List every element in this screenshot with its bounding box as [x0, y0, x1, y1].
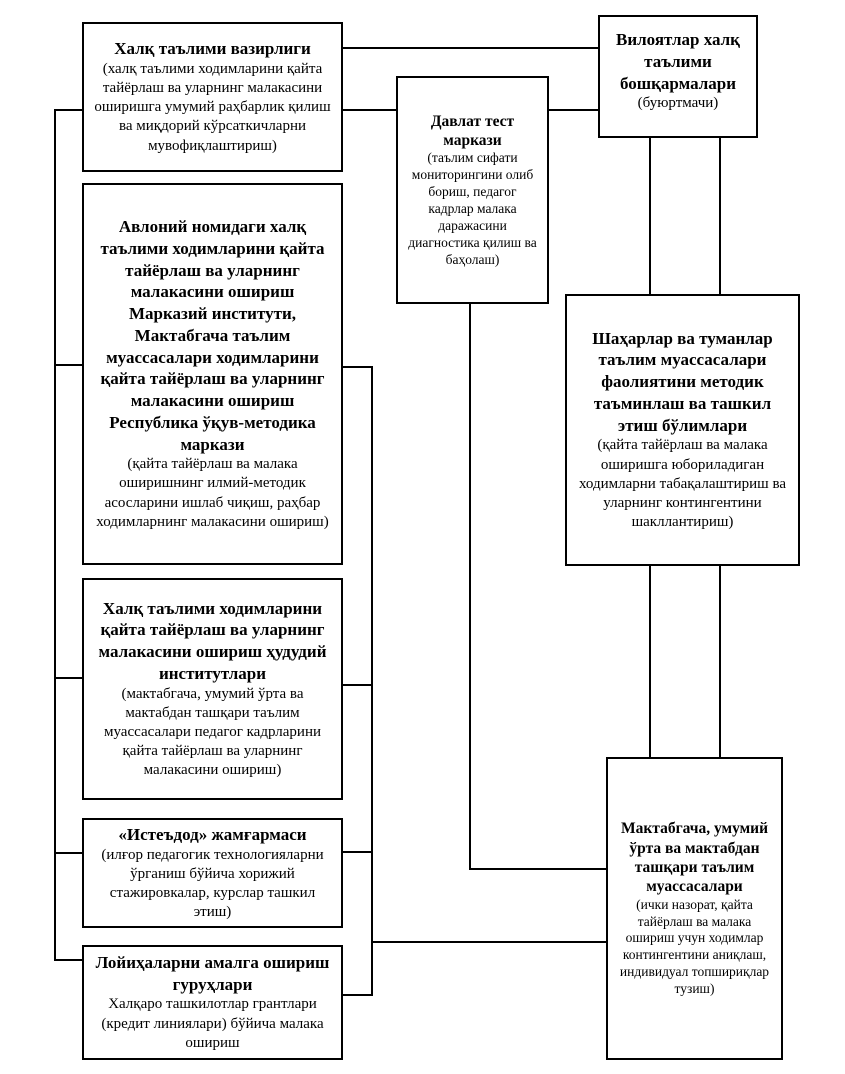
- box-avloniy-institute: [82, 183, 343, 565]
- box-city-district-units-title: Шаҳарлар ва туманлар таълим муассасалари фаолиятини методик таъминлаш ва ташкил этиш бўлимлари: [592, 328, 773, 435]
- box-project-groups-title: Лойиҳаларни амалга ошириш гуруҳлари: [95, 952, 330, 994]
- box-ministry-title: Халқ таълими вазирлиги: [114, 39, 311, 59]
- connector-innerrail-to-institutions: [371, 941, 608, 943]
- connector-stub-projects-left: [54, 959, 84, 961]
- connector-stub-avloniy-left: [54, 364, 84, 366]
- box-project-groups: [82, 945, 343, 1060]
- connector-units-institutions-1: [649, 566, 651, 759]
- connector-viloyatlar-units-1: [649, 138, 651, 296]
- box-state-test-center-title: Давлат тест маркази: [430, 112, 515, 149]
- box-state-test-center-sub: (таълим сифати мониторингини олиб бориш, педагог кадрлар малака даражасини диагностика қилиш ва баҳолаш): [408, 150, 537, 267]
- box-state-test-center: [396, 76, 549, 304]
- box-city-district-units: [565, 294, 800, 566]
- connector-stub-projects-right: [343, 994, 373, 996]
- connector-stub-regional-right: [343, 684, 373, 686]
- connector-stub-istedod-right: [343, 851, 373, 853]
- box-regional-departments: [598, 15, 758, 138]
- box-project-groups-sub: Халқаро ташкилотлар грантлари (кредит линиялари) бўйича малака ошириш: [101, 996, 324, 1051]
- box-istedod-foundation-title: «Истеъдод» жамғармаси: [118, 824, 307, 844]
- box-ministry-sub: (халқ таълими ходимларини қайта тайёрлаш ва уларнинг малакасини оширишга умумий раҳбарлик қилиш ва миқдорий кўрсаткичларни мувофиқлаштириш): [94, 60, 331, 154]
- box-regional-departments-title: Вилоятлар халқ таълими бошқармалари: [616, 30, 740, 93]
- connector-testcenter-vertical: [469, 304, 471, 870]
- connector-left-rail: [54, 109, 56, 961]
- connector-units-institutions-2: [719, 566, 721, 759]
- connector-stub-regional-left: [54, 677, 84, 679]
- connector-stub-istedod-left: [54, 852, 84, 854]
- box-istedod-foundation-sub: (илғор педагогик технологияларни ўрганиш бўйича хорижий стажировкалар, курслар ташкил этиш): [101, 846, 324, 921]
- connector-ministry-to-viloyatlar: [343, 47, 598, 49]
- connector-stub-ministry-left: [54, 109, 84, 111]
- box-regional-institutes-sub: (мактабгача, умумий ўрта ва мактабдан ташқари таълим муассасалари педагог кадрларини қайта тайёрлаш ва уларнинг малакасини ошириш): [104, 685, 321, 779]
- box-education-institutions: [606, 757, 783, 1060]
- box-city-district-units-sub: (қайта тайёрлаш ва малака оширишга юбориладиган ходимларни табақалаштириш ва уларнинг контингентини шакллантириш): [578, 437, 786, 531]
- box-education-institutions-title: Мактабгача, умумий ўрта ва мактабдан ташқари таълим муассасалари: [620, 820, 769, 896]
- box-istedod-foundation: [82, 818, 343, 928]
- box-ministry: [82, 22, 343, 172]
- connector-inner-rail: [371, 366, 373, 996]
- connector-testcenter-to-viloyatlar: [549, 109, 598, 111]
- box-avloniy-institute-sub: (қайта тайёрлаш ва малака оширишнинг илмий-методик асосларини ишлаб чиқиш, раҳбар ходимларнинг малакасини ошириш): [96, 456, 329, 530]
- connector-ministry-to-testcenter: [343, 109, 396, 111]
- box-regional-institutes-title: Халқ таълими ходимларини қайта тайёрлаш ва уларнинг малакасини ошириш ҳудудий институтлари: [98, 598, 327, 683]
- connector-viloyatlar-units-2: [719, 138, 721, 296]
- box-regional-institutes: [82, 578, 343, 800]
- box-avloniy-institute-title: Авлоний номидаги халқ таълими ходимларини қайта тайёрлаш ва уларнинг малакасини ошириш Марказий институти, Мактабгача таълим муассасалари ходимларини қайта тайёрлаш ва уларнинг малакасини ошириш Республика ўқув-методика маркази: [100, 217, 325, 454]
- connector-stub-avloniy-right: [343, 366, 373, 368]
- box-education-institutions-sub: (ички назорат, қайта тайёрлаш ва малака ошириш учун ходимлар контингентини аниқлаш, индивидуал топшириқлар тузиш): [619, 896, 770, 996]
- box-regional-departments-sub: (буюртмачи): [637, 95, 719, 112]
- connector-testcenter-to-institutions: [469, 868, 608, 870]
